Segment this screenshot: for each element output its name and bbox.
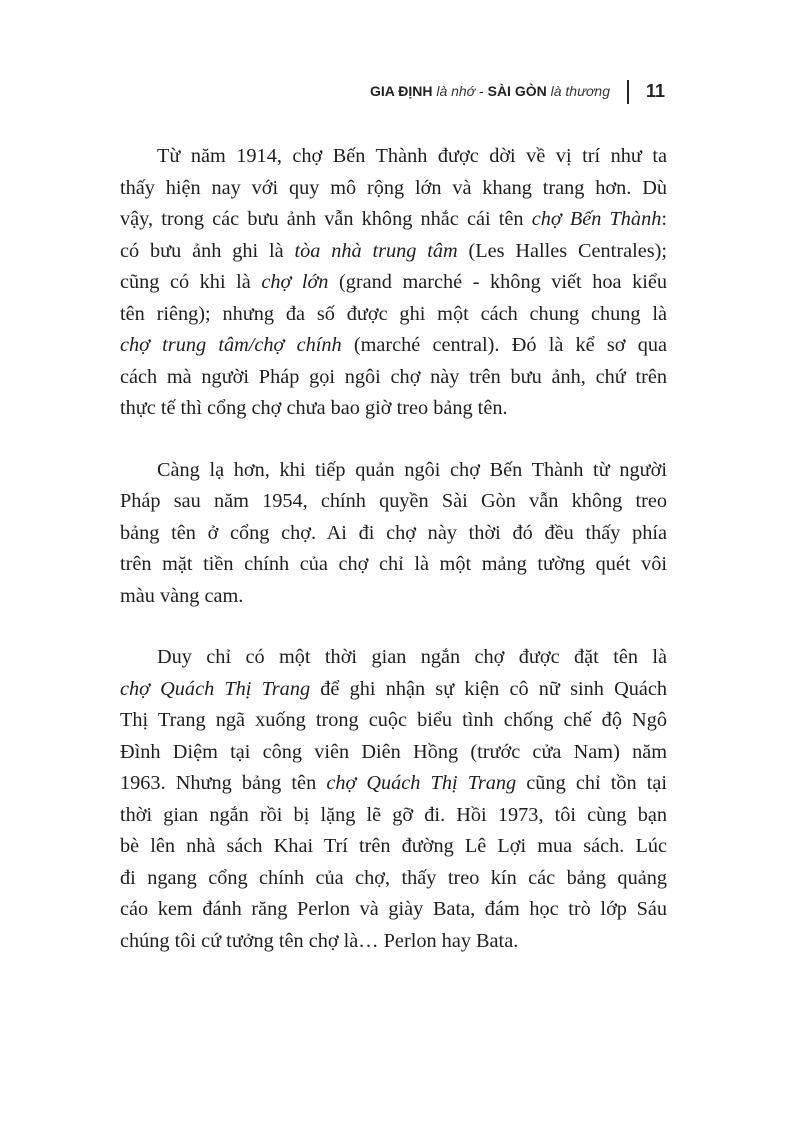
text-line	[120, 330, 667, 362]
text-line	[120, 267, 667, 299]
text-segment: cáo kem đánh răng Perlon và giày Bata, đám học trò lớp Sáu	[120, 898, 667, 920]
text-line	[120, 642, 667, 674]
text-segment: trên mặt tiền chính của chợ chỉ là một mảng tường quét vôi	[120, 553, 667, 575]
body-text	[120, 141, 667, 987]
text-line	[120, 768, 667, 800]
text-segment: 1963. Nhưng bảng tên	[120, 772, 327, 794]
text-segment: bảng tên ở cổng chợ. Ai đi chợ này thời đó đều thấy phía	[120, 521, 667, 544]
running-head-separator: -	[475, 83, 488, 99]
italic-term: chợ lớn	[261, 271, 329, 293]
text-line	[120, 926, 667, 958]
paragraph	[120, 141, 667, 425]
text-segment: thực tế thì cổng chợ chưa bao giờ treo bảng tên.	[120, 397, 508, 419]
text-line	[120, 204, 667, 236]
text-line	[120, 894, 667, 926]
text-segment: để ghi nhận sự kiện cô nữ sinh Quách	[310, 677, 668, 700]
text-line	[120, 800, 667, 832]
running-head-part1-bold: GIA ĐỊNH	[369, 83, 433, 99]
italic-term: chợ trung tâm/chợ chính	[120, 334, 342, 356]
text-segment: cách mà người Pháp gọi ngôi chợ này trên bưu ảnh, chứ trên	[120, 365, 667, 388]
running-head-part2-italic: là thương	[546, 83, 610, 99]
italic-term: chợ Quách Thị Trang	[120, 677, 311, 700]
text-line	[120, 737, 667, 769]
text-segment: vậy, trong các bưu ảnh vẫn không nhắc cái tên	[120, 208, 532, 230]
text-line	[120, 236, 667, 268]
running-head-part2-bold: SÀI GÒN	[487, 83, 547, 99]
running-head-part1-italic: là nhớ	[432, 83, 476, 99]
text-segment: Duy chỉ có một thời gian ngắn chợ được đặt tên là	[157, 646, 667, 668]
running-head-title	[370, 83, 610, 99]
text-line	[120, 362, 667, 394]
text-segment: màu vàng cam.	[120, 584, 244, 607]
paragraph	[120, 642, 667, 957]
text-segment: chúng tôi cứ tưởng tên chợ là… Perlon hay Bata.	[120, 929, 519, 952]
text-segment: (grand marché - không viết hoa kiểu	[328, 271, 667, 293]
italic-term: tòa nhà trung tâm	[294, 239, 458, 262]
text-line	[120, 831, 667, 863]
text-line	[120, 674, 667, 706]
italic-term: chợ Quách Thị Trang	[326, 772, 517, 794]
text-segment: thời gian ngắn rồi bị lặng lẽ gỡ đi. Hồi 1973, tôi cùng bạn	[120, 803, 667, 826]
text-line	[120, 393, 667, 425]
text-line	[120, 486, 667, 518]
text-segment: thấy hiện nay với quy mô rộng lớn và khang trang hơn. Dù	[120, 176, 667, 199]
text-segment: (Les Halles Centrales);	[457, 239, 667, 262]
text-line	[120, 141, 667, 173]
paragraph	[120, 455, 667, 613]
text-line	[120, 173, 667, 205]
text-line	[120, 705, 667, 737]
text-line	[120, 518, 667, 550]
text-line	[120, 549, 667, 581]
text-segment: Càng lạ hơn, khi tiếp quản ngôi chợ Bến Thành từ người	[157, 458, 667, 481]
text-segment: tên riêng); nhưng đa số được ghi một cách chung chung là	[120, 302, 667, 325]
text-segment: cũng có khi là	[120, 271, 262, 293]
text-line	[120, 581, 667, 613]
italic-term: chợ Bến Thành	[531, 208, 662, 230]
running-head	[0, 80, 790, 106]
text-line	[120, 455, 667, 487]
text-segment: có bưu ảnh ghi là	[120, 239, 295, 262]
text-segment: :	[661, 208, 667, 230]
page-number: 11	[646, 81, 666, 101]
text-segment: Đình Diệm tại công viên Diên Hồng (trước cửa Nam) năm	[120, 740, 667, 763]
text-line	[120, 863, 667, 895]
text-segment: Thị Trang ngã xuống trong cuộc biểu tình chống chế độ Ngô	[120, 709, 667, 731]
text-segment: Pháp sau năm 1954, chính quyền Sài Gòn vẫn không treo	[120, 490, 667, 512]
text-line	[120, 299, 667, 331]
text-segment: bè lên nhà sách Khai Trí trên đường Lê Lợi mua sách. Lúc	[120, 835, 667, 857]
text-segment: Từ năm 1914, chợ Bến Thành được dời về vị trí như ta	[157, 145, 667, 167]
text-segment: cũng chỉ tồn tại	[516, 772, 667, 794]
running-head-divider	[627, 80, 629, 104]
text-segment: đi ngang cổng chính của chợ, thấy treo kín các bảng quảng	[120, 866, 667, 889]
text-segment: (marché central). Đó là kể sơ qua	[341, 334, 667, 356]
